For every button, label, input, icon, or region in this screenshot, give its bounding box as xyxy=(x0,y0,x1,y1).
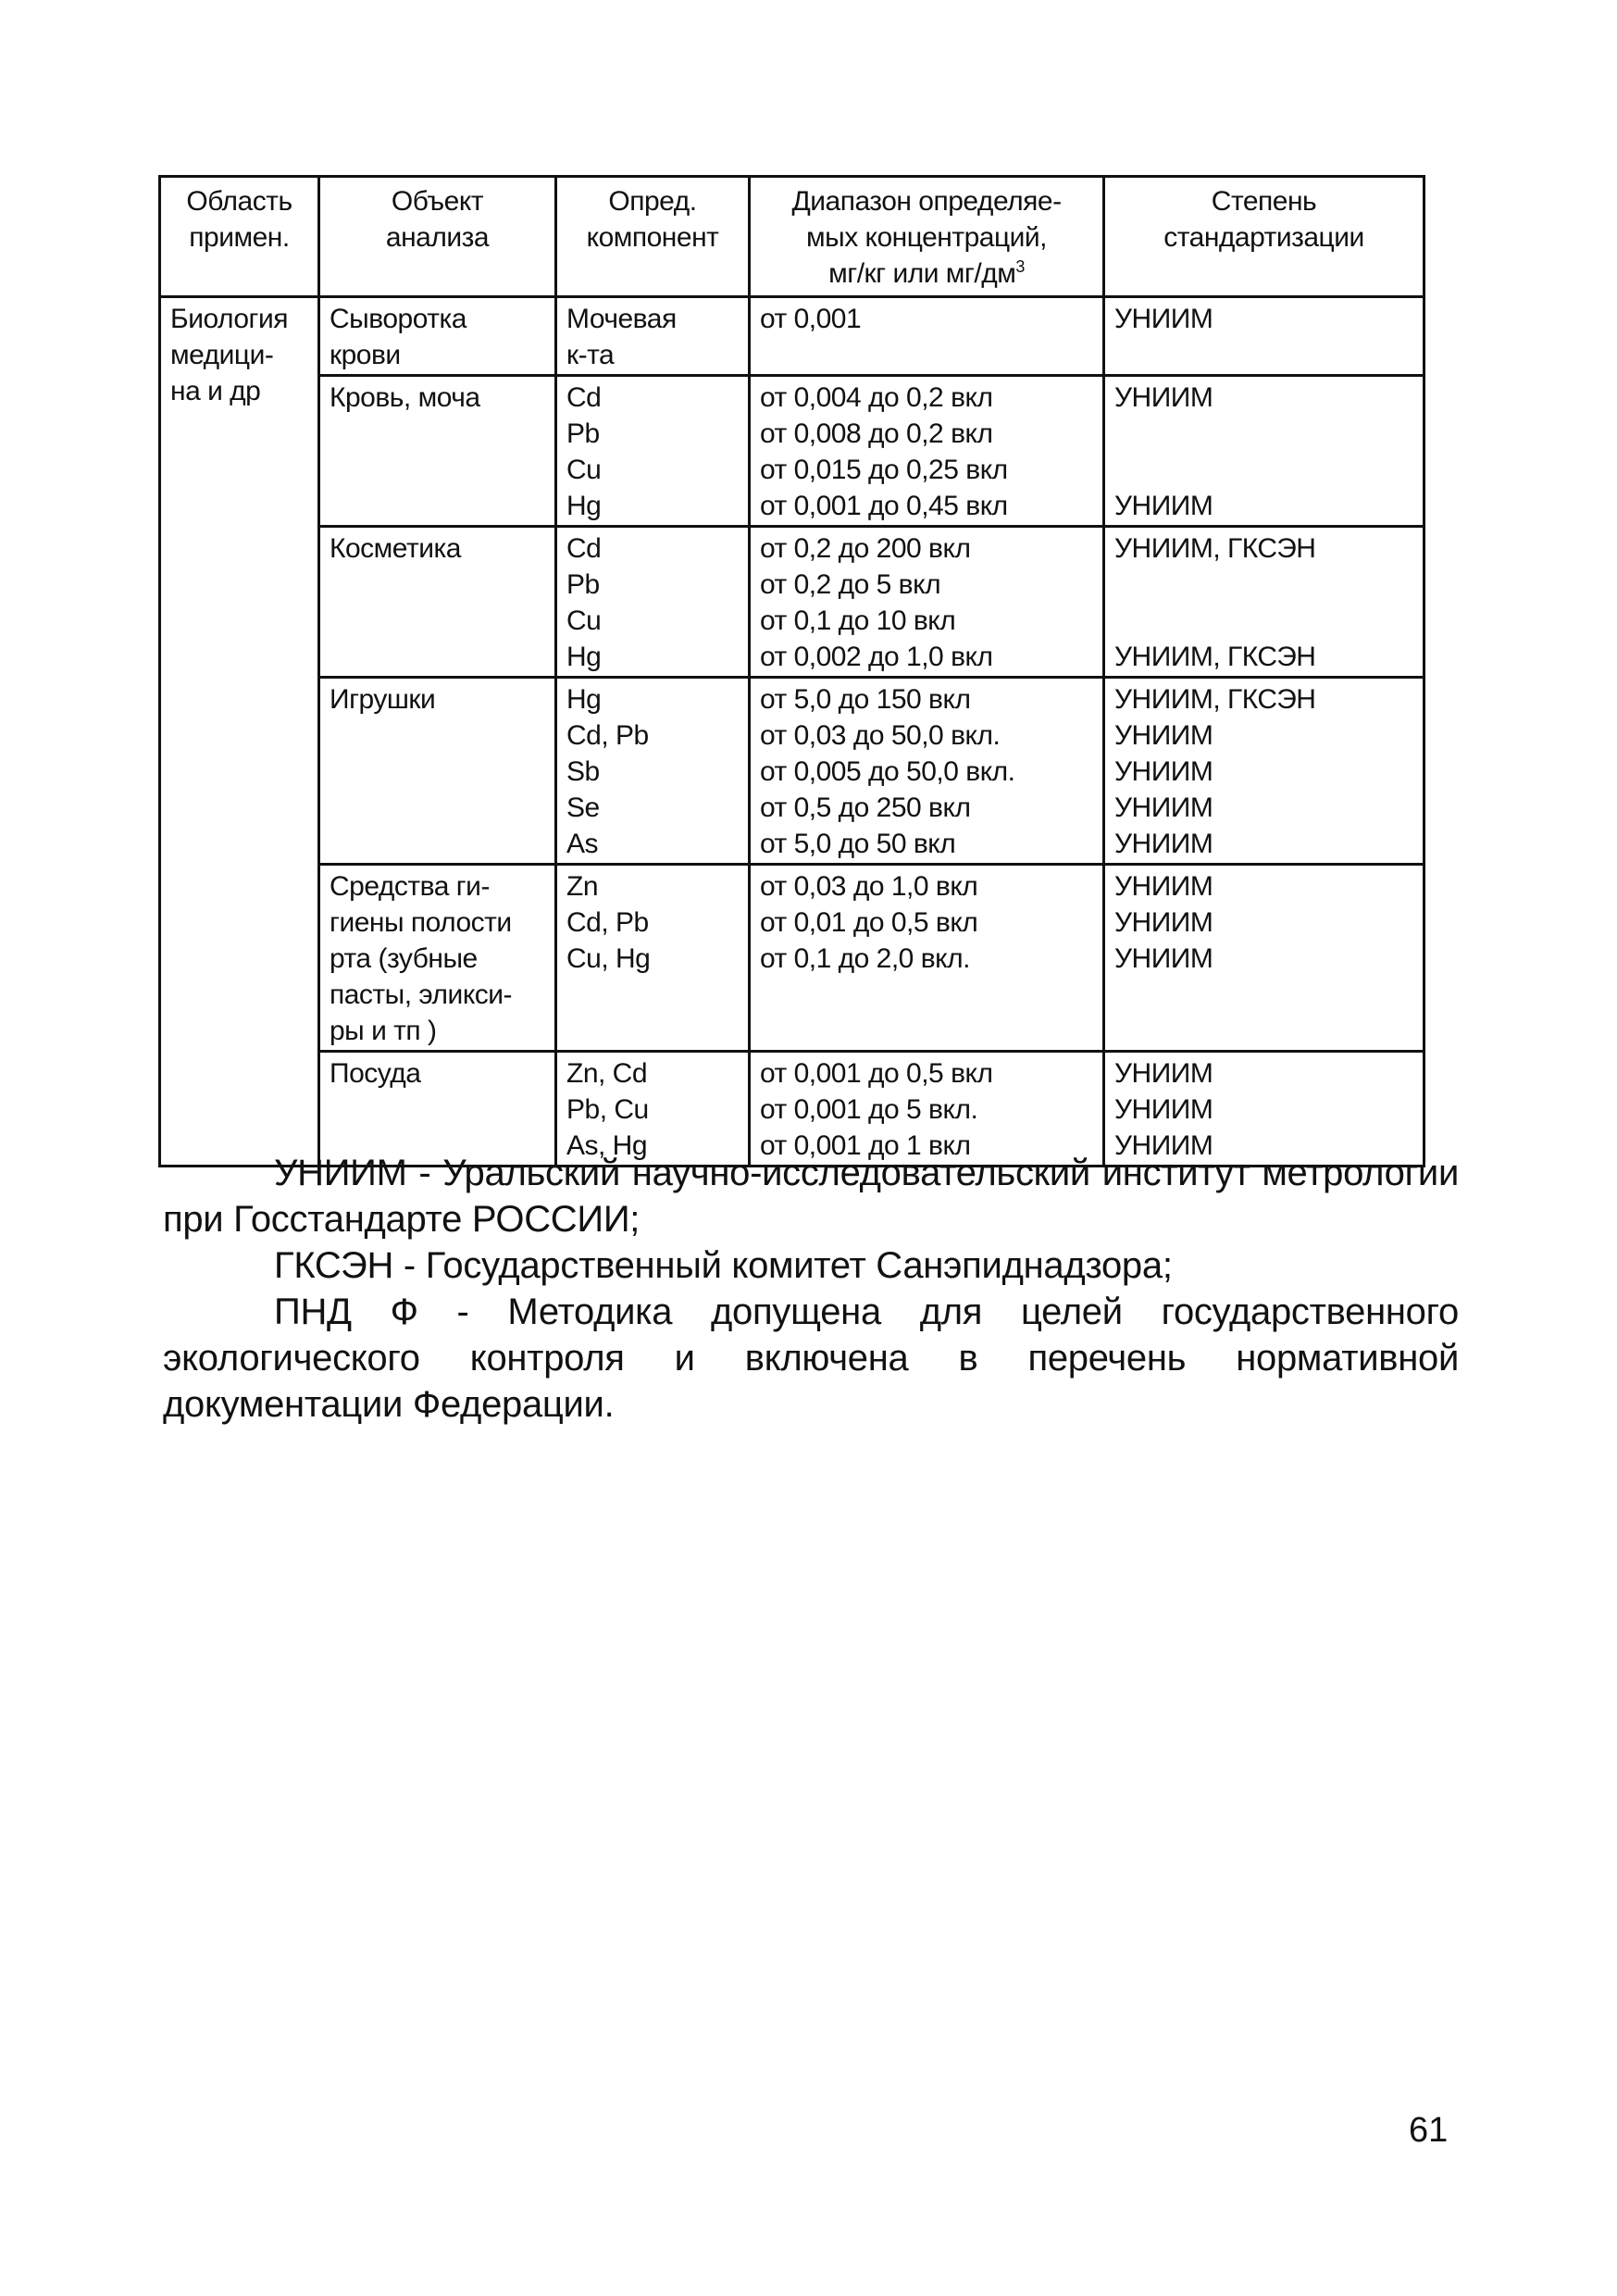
cell-standard xyxy=(1104,1052,1424,1167)
standard-line: УНИИМ xyxy=(1114,829,1213,859)
cell-standard xyxy=(1104,678,1424,865)
cell-object xyxy=(319,527,556,678)
header-text: мых концентраций, xyxy=(806,222,1047,253)
area-line: медици- xyxy=(170,340,274,370)
header-range xyxy=(750,177,1104,297)
cell-object xyxy=(319,1052,556,1167)
component-line: Zn, Cd xyxy=(566,1058,648,1089)
range-line: от 0,001 до 0,45 вкл xyxy=(760,491,1008,521)
range-line: от 0,001 до 5 вкл. xyxy=(760,1094,978,1125)
note-gksen: ГКСЭН - Государственный комитет Санэпиднадзора; xyxy=(274,1245,1173,1286)
header-text: Объект xyxy=(391,186,484,217)
header-text: компонент xyxy=(586,222,719,253)
standard-line: УНИИМ xyxy=(1114,943,1213,974)
cell-object xyxy=(319,678,556,865)
cell-object xyxy=(319,376,556,527)
component-line: Cd, Pb xyxy=(566,720,649,751)
standard-line: УНИИМ, ГКСЭН xyxy=(1114,533,1316,564)
component-line: Cd xyxy=(566,382,602,413)
table-row xyxy=(160,678,1424,865)
header-text: Опред. xyxy=(608,186,697,217)
object-line: крови xyxy=(330,340,401,370)
component-line: Se xyxy=(566,792,600,823)
range-line: от 0,008 до 0,2 вкл xyxy=(760,418,993,449)
cell-standard xyxy=(1104,865,1424,1052)
range-line: от 0,03 до 1,0 вкл xyxy=(760,871,978,902)
cell-component xyxy=(556,865,750,1052)
header-text: мг/кг или $мг/дм^3$ xyxy=(828,257,1025,289)
note-uniim: УНИИМ - Уральский научно-исследовательский институт метрологии при Госстандарте РОССИИ; xyxy=(163,1153,1459,1240)
table-row xyxy=(160,1052,1424,1167)
range-line: от 0,001 xyxy=(760,304,862,334)
cell-standard xyxy=(1104,376,1424,527)
cell-area xyxy=(160,297,319,1167)
header-text: стандартизации xyxy=(1163,222,1364,253)
header-text: анализа xyxy=(385,222,490,253)
table-row xyxy=(160,527,1424,678)
standard-line: УНИИМ xyxy=(1114,871,1213,902)
component-line: As, Hg xyxy=(566,1130,648,1161)
cell-component xyxy=(556,527,750,678)
standards-table xyxy=(158,175,1425,1167)
standard-line xyxy=(1114,452,1413,488)
object-line: Косметика xyxy=(330,533,461,564)
cell-component xyxy=(556,297,750,376)
header-text: Область xyxy=(186,186,292,217)
standard-line: УНИИМ xyxy=(1114,1058,1213,1089)
cell-component xyxy=(556,376,750,527)
cell-standard xyxy=(1104,297,1424,376)
range-line: от 0,1 до 10 вкл xyxy=(760,605,956,636)
standard-line: УНИИМ xyxy=(1114,1130,1213,1161)
cell-range xyxy=(750,678,1104,865)
cell-object xyxy=(319,865,556,1052)
standard-line xyxy=(1114,567,1413,603)
table-row xyxy=(160,297,1424,376)
component-line: As xyxy=(566,829,599,859)
object-line: Игрушки xyxy=(330,684,436,715)
standard-line: УНИИМ xyxy=(1114,720,1213,751)
header-text: Степень xyxy=(1211,186,1317,217)
table-row xyxy=(160,376,1424,527)
component-line: Cd xyxy=(566,533,602,564)
area-line: Биология xyxy=(170,304,288,334)
range-line: от 0,015 до 0,25 вкл xyxy=(760,455,1008,485)
standard-line: УНИИМ xyxy=(1114,382,1213,413)
object-line: Посуда xyxy=(330,1058,421,1089)
cell-range xyxy=(750,865,1104,1052)
cell-range xyxy=(750,297,1104,376)
standard-line xyxy=(1114,603,1413,639)
standard-line: УНИИМ xyxy=(1114,907,1213,938)
table-header xyxy=(160,177,1424,297)
cell-component xyxy=(556,1052,750,1167)
object-line: Средства ги- xyxy=(330,871,490,902)
component-line: Cd, Pb xyxy=(566,907,649,938)
range-line: от 0,1 до 2,0 вкл. xyxy=(760,943,970,974)
cell-object xyxy=(319,297,556,376)
range-line: от 5,0 до 150 вкл xyxy=(760,684,971,715)
object-line: рта (зубные xyxy=(330,943,478,974)
component-line: Pb xyxy=(566,569,600,600)
object-line: гиены полости xyxy=(330,907,512,938)
cell-range xyxy=(750,376,1104,527)
standard-line: УНИИМ, ГКСЭН xyxy=(1114,642,1316,672)
area-line: на и др xyxy=(170,376,261,406)
standard-line: УНИИМ, ГКСЭН xyxy=(1114,684,1316,715)
component-line: Hg xyxy=(566,491,602,521)
cell-component xyxy=(556,678,750,865)
abbreviation-notes xyxy=(163,1150,1459,1428)
object-line: пасты, эликси- xyxy=(330,980,513,1010)
standard-line: УНИИМ xyxy=(1114,1094,1213,1125)
range-line: от 0,001 до 1 вкл xyxy=(760,1130,971,1161)
range-line: от 0,5 до 250 вкл xyxy=(760,792,971,823)
range-line: от 0,002 до 1,0 вкл xyxy=(760,642,993,672)
range-line: от 0,004 до 0,2 вкл xyxy=(760,382,993,413)
range-line: от 0,2 до 200 вкл xyxy=(760,533,971,564)
object-line: Сыворотка xyxy=(330,304,466,334)
range-line: от 0,03 до 50,0 вкл. xyxy=(760,720,1001,751)
range-line: от 0,2 до 5 вкл xyxy=(760,569,941,600)
table-row xyxy=(160,865,1424,1052)
object-line: Кровь, моча xyxy=(330,382,480,413)
standard-line: УНИИМ xyxy=(1114,792,1213,823)
range-line: от 0,001 до 0,5 вкл xyxy=(760,1058,993,1089)
range-line: от 5,0 до 50 вкл xyxy=(760,829,956,859)
standard-line: УНИИМ xyxy=(1114,304,1213,334)
header-row xyxy=(160,177,1424,297)
header-text: Диапазон определяе- xyxy=(791,186,1062,217)
object-line: ры и тп ) xyxy=(330,1016,437,1046)
component-line: Hg xyxy=(566,642,602,672)
standard-line xyxy=(1114,416,1413,452)
header-superscript: 3 xyxy=(1015,257,1025,276)
header-component xyxy=(556,177,750,297)
component-line: Pb, Cu xyxy=(566,1094,649,1125)
component-line: Hg xyxy=(566,684,602,715)
cell-standard xyxy=(1104,527,1424,678)
range-line: от 0,005 до 50,0 вкл. xyxy=(760,756,1015,787)
standard-line: УНИИМ xyxy=(1114,756,1213,787)
component-line: Cu xyxy=(566,605,602,636)
header-object xyxy=(319,177,556,297)
component-line: Pb xyxy=(566,418,600,449)
component-line: Zn xyxy=(566,871,599,902)
standard-line: УНИИМ xyxy=(1114,491,1213,521)
table-body xyxy=(160,297,1424,1167)
header-text: примен. xyxy=(189,222,290,253)
cell-range xyxy=(750,527,1104,678)
component-line: Cu, Hg xyxy=(566,943,651,974)
component-line: к-та xyxy=(566,340,615,370)
component-line: Sb xyxy=(566,756,600,787)
range-line: от 0,01 до 0,5 вкл xyxy=(760,907,978,938)
cell-range xyxy=(750,1052,1104,1167)
note-pnd-f: ПНД Ф - Методика допущена для целей государственного экологического контроля и включена в перечень нормативной документации Федерации. xyxy=(163,1292,1459,1425)
component-line: Cu xyxy=(566,455,602,485)
component-line: Мочевая xyxy=(566,304,677,334)
header-area xyxy=(160,177,319,297)
page-number: 61 xyxy=(1409,2111,1449,2150)
header-standard xyxy=(1104,177,1424,297)
